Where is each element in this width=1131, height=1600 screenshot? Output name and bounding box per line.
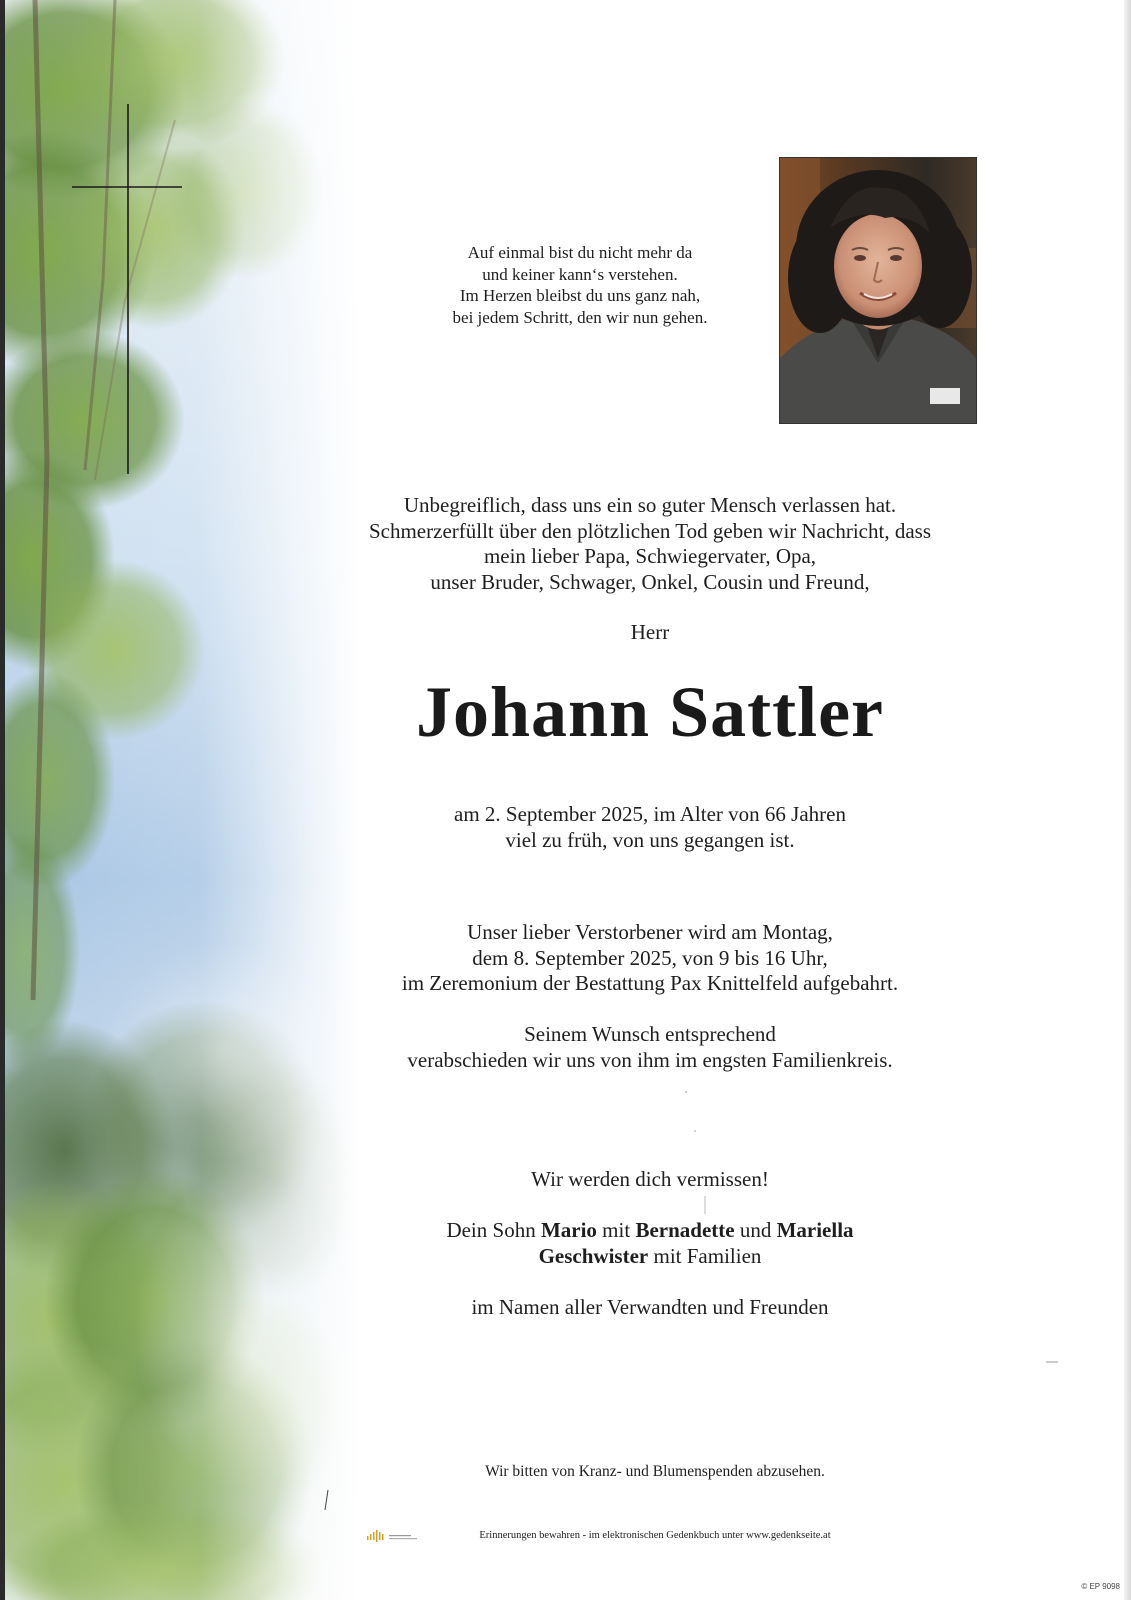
viewing-line: dem 8. September 2025, von 9 bis 16 Uhr,	[472, 945, 828, 970]
donation-note: Wir bitten von Kranz- und Blumenspenden abzusehen.	[485, 1463, 825, 1480]
viewing-info	[300, 920, 1000, 997]
document-code: © EP 9098	[1081, 1582, 1120, 1591]
memorial-book-note: Erinnerungen bewahren - im elektronischen Gedenkbuch unter www.gedenkseite.at	[479, 1530, 831, 1541]
wish-line: verabschieden wir uns von ihm im engsten Familienkreis.	[407, 1047, 893, 1072]
forest-background	[5, 0, 360, 1600]
family-text: mit Familien	[648, 1243, 762, 1268]
family-member-name: Mario	[540, 1218, 597, 1242]
family-text: und	[734, 1218, 777, 1242]
announcement-line: Unbegreiflich, dass uns ein so guter Mensch verlassen hat.	[403, 493, 897, 517]
family-signature	[350, 1218, 950, 1269]
wish-line: Seinem Wunsch entsprechend	[524, 1022, 776, 1046]
announcement-text	[300, 493, 1000, 595]
memorial-poem	[410, 242, 750, 328]
family-line-2	[350, 1244, 950, 1270]
deceased-name: Johann Sattler	[415, 672, 885, 752]
funeral-home-logo	[367, 1530, 419, 1544]
passing-line: viel zu früh, von uns gegangen ist.	[505, 827, 795, 852]
family-text: Dein Sohn	[446, 1218, 541, 1242]
family-member-name: Mariella	[776, 1218, 854, 1242]
family-member-name: Geschwister	[538, 1243, 649, 1268]
on-behalf-line: im Namen aller Verwandten und Freunden	[471, 1295, 829, 1319]
announcement-line: mein lieber Papa, Schwiegervater, Opa,	[483, 544, 817, 568]
miss-you-line: Wir werden dich vermissen!	[531, 1167, 769, 1191]
viewing-line: im Zeremonium der Bestattung Pax Knittelfeld aufgebahrt.	[401, 971, 899, 995]
viewing-line: Unser lieber Verstorbener wird am Montag,	[467, 920, 833, 944]
poem-line: und keiner kann‘s verstehen.	[482, 264, 678, 284]
passing-line: am 2. September 2025, im Alter von 66 Jahren	[454, 802, 846, 826]
family-member-name: Bernadette	[635, 1218, 735, 1242]
poem-line: bei jedem Schritt, den wir nun gehen.	[452, 307, 708, 327]
poem-line: Auf einmal bist du nicht mehr da	[467, 243, 693, 262]
portrait-photo	[779, 157, 977, 424]
farewell-wish	[300, 1022, 1000, 1073]
family-line-1	[350, 1218, 950, 1244]
passing-date	[350, 802, 950, 853]
salutation: Herr	[630, 620, 670, 644]
announcement-line: Schmerzerfüllt über den plötzlichen Tod geben wir Nachricht, dass	[368, 518, 932, 543]
announcement-line: unser Bruder, Schwager, Onkel, Cousin und Freund,	[430, 569, 870, 594]
scan-edge-right	[1124, 0, 1131, 1600]
family-text: mit	[596, 1218, 636, 1242]
cross-icon	[72, 104, 182, 474]
poem-line: Im Herzen bleibst du uns ganz nah,	[459, 286, 701, 305]
